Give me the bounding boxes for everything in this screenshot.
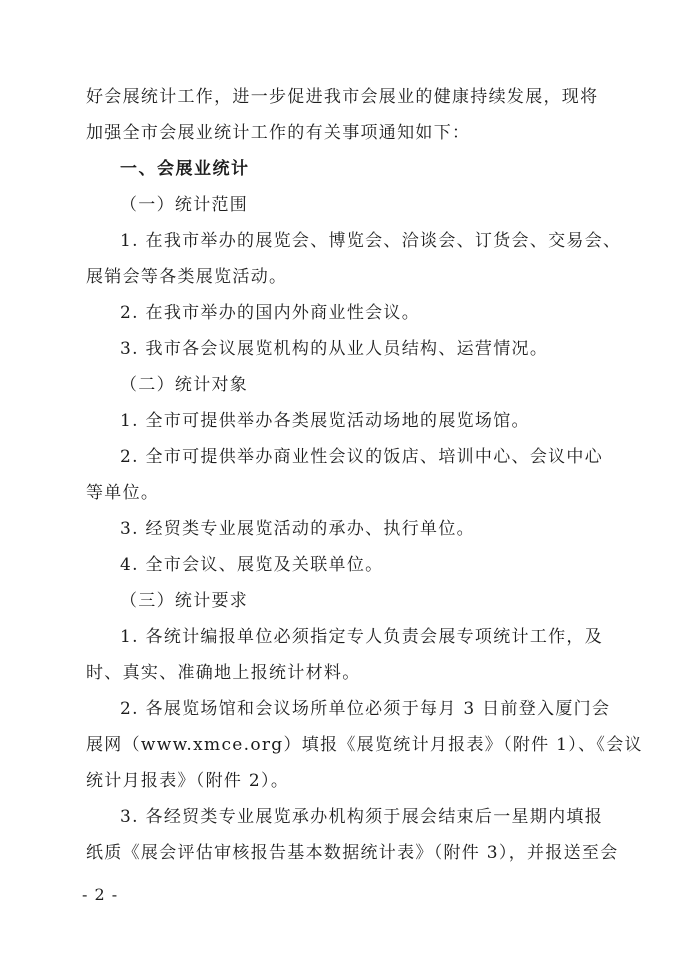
subsection-heading: （二）统计对象 [120,375,249,395]
body-text-line: 纸质《展会评估审核报告基本数据统计表》（附件 3），并报送至会 [86,843,619,863]
page-number: - 2 - [82,885,119,904]
list-item: 3. 各经贸类专业展览承办机构须于展会结束后一星期内填报 [120,807,604,827]
list-item: 3. 经贸类专业展览活动的承办、执行单位。 [120,519,475,539]
subsection-heading: （三）统计要求 [120,591,249,611]
body-text-line: 好会展统计工作，进一步促进我市会展业的健康持续发展，现将 [86,87,599,107]
subsection-heading: （一）统计范围 [120,195,249,215]
list-item: 1. 全市可提供举办各类展览活动场地的展览场馆。 [120,411,530,431]
body-text-line: 展网（www.xmce.org）填报《展览统计月报表》（附件 1）、《会议 [86,735,643,755]
body-text-line: 展销会等各类展览活动。 [86,267,288,287]
list-item: 1. 各统计编报单位必须指定专人负责会展专项统计工作，及 [120,627,604,647]
list-item: 2. 在我市举办的国内外商业性会议。 [120,303,421,323]
body-text-line: 统计月报表》（附件 2）。 [86,771,290,791]
list-item: 4. 全市会议、展览及关联单位。 [120,555,384,575]
list-item: 2. 全市可提供举办商业性会议的饭店、培训中心、会议中心 [120,447,604,467]
list-item: 2. 各展览场馆和会议场所单位必须于每月 3 日前登入厦门会 [120,699,611,719]
body-text-line: 等单位。 [86,483,160,503]
list-item: 1. 在我市举办的展览会、博览会、洽谈会、订货会、交易会、 [120,231,622,251]
list-item: 3. 我市各会议展览机构的从业人员结构、运营情况。 [120,339,549,359]
body-text-line: 加强全市会展业统计工作的有关事项通知如下： [86,123,471,143]
section-heading: 一、会展业统计 [120,159,250,179]
body-text-line: 时、真实、准确地上报统计材料。 [86,663,361,683]
